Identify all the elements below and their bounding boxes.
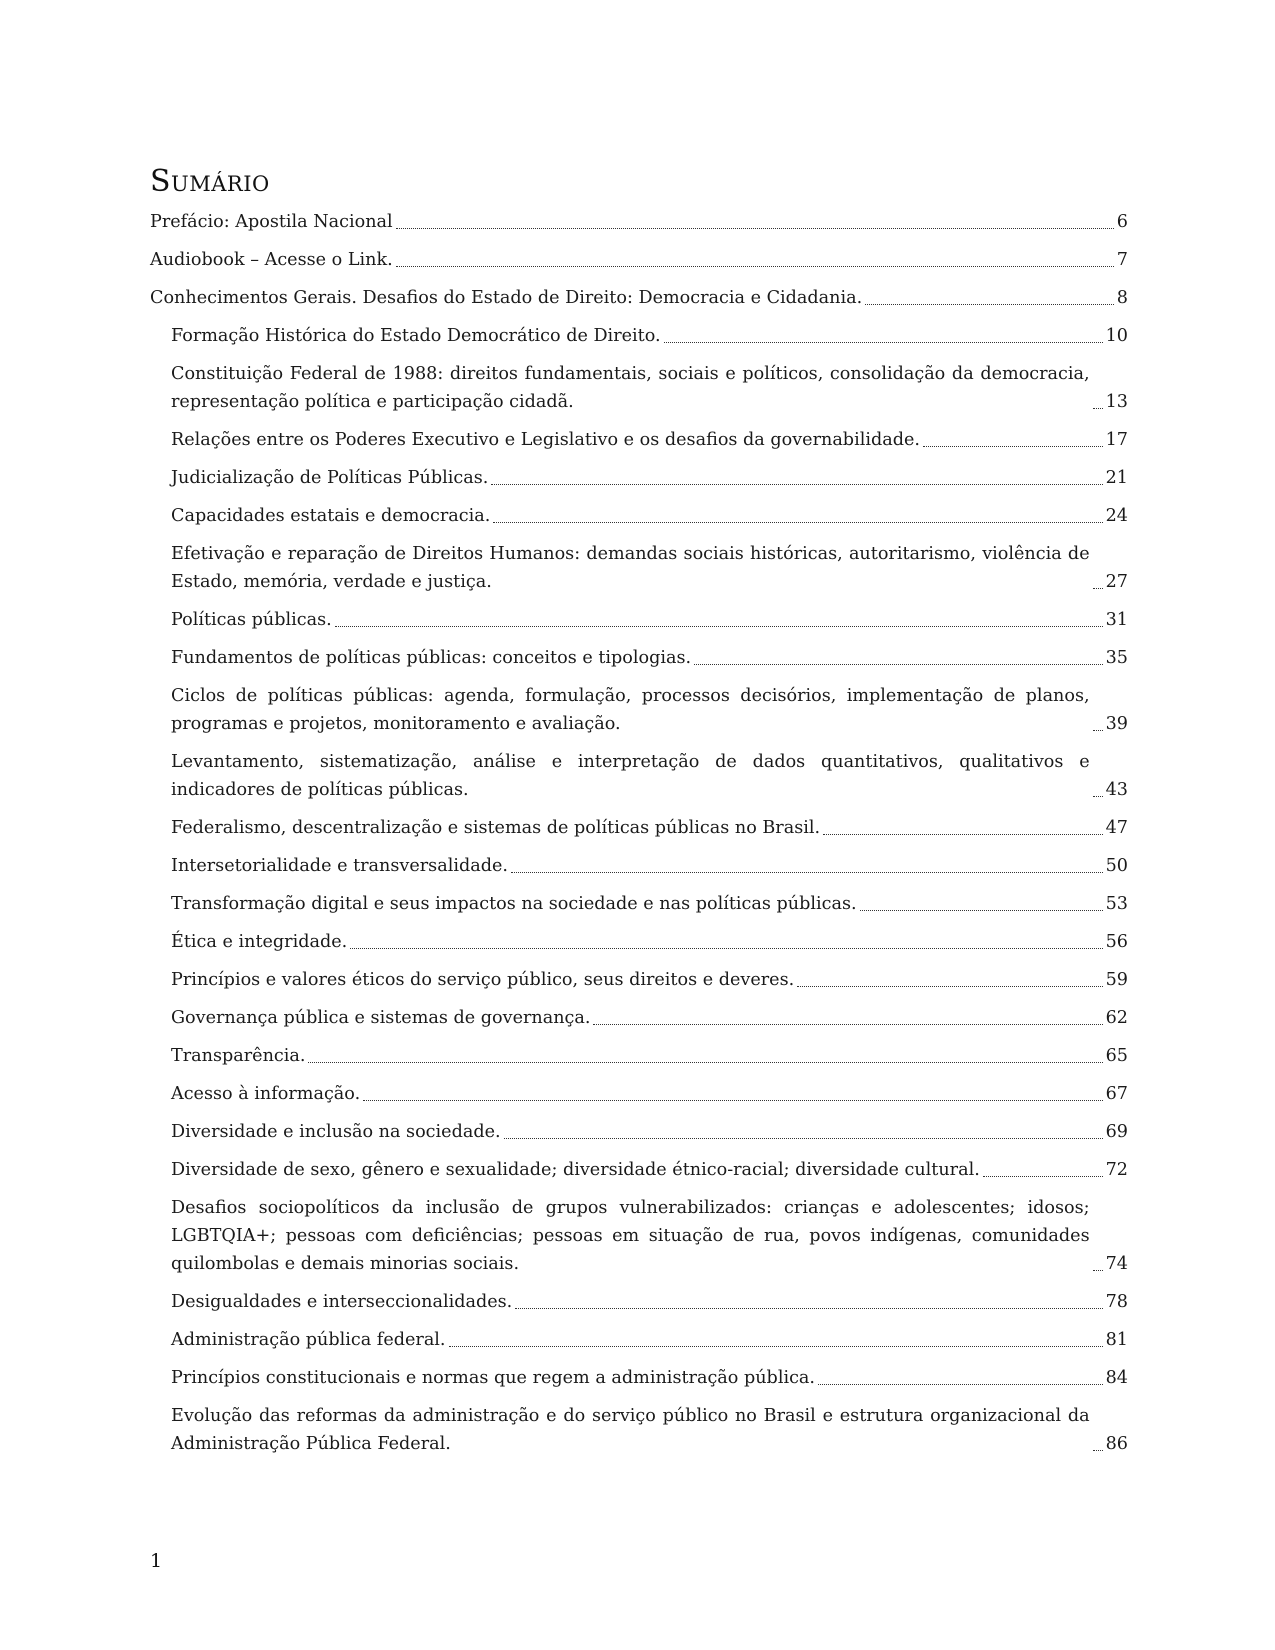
toc-entry-page-number[interactable]: 6 xyxy=(1116,212,1128,232)
toc-entry-page-number[interactable]: 50 xyxy=(1105,856,1128,876)
toc-entry[interactable] xyxy=(150,1156,1128,1184)
toc-entry-title[interactable]: Audiobook – Acesse o Link. xyxy=(150,250,393,270)
toc-entry[interactable] xyxy=(150,606,1128,634)
toc-entry[interactable] xyxy=(150,540,1128,596)
toc-entry-title[interactable]: Acesso à informação. xyxy=(171,1084,361,1104)
dot-leader xyxy=(491,484,1102,485)
toc-entry-page-number[interactable]: 17 xyxy=(1105,430,1128,450)
dot-leader xyxy=(593,1024,1102,1025)
toc-entry-page-number[interactable]: 35 xyxy=(1105,648,1128,668)
toc-entry-title[interactable]: Administração pública federal. xyxy=(171,1330,446,1350)
dot-leader xyxy=(350,948,1102,949)
toc-entry[interactable] xyxy=(150,966,1128,994)
page-number: 1 xyxy=(150,1550,163,1572)
dot-leader xyxy=(515,1308,1102,1309)
toc-entry-page-number[interactable]: 47 xyxy=(1105,818,1128,838)
toc-entry[interactable] xyxy=(150,928,1128,956)
toc-entry[interactable] xyxy=(150,502,1128,530)
toc-entry-title[interactable]: Judicialização de Políticas Públicas. xyxy=(171,468,489,488)
toc-entry[interactable] xyxy=(150,890,1128,918)
dot-leader xyxy=(983,1176,1103,1177)
toc-entry-title[interactable]: Federalismo, descentralização e sistemas de políticas públicas no Brasil. xyxy=(171,818,821,838)
toc-entry-page-number[interactable]: 84 xyxy=(1105,1368,1128,1388)
toc-entry-title[interactable]: Fundamentos de políticas públicas: conceitos e tipologias. xyxy=(171,648,692,668)
toc-entry-title[interactable]: Evolução das reformas da administração e do serviço público no Brasil e estrutura organizacional da Administração Pública Federal. xyxy=(171,1406,1090,1454)
dot-leader xyxy=(1093,1270,1103,1271)
toc-entry-title[interactable]: Diversidade e inclusão na sociedade. xyxy=(171,1122,501,1142)
toc-entry[interactable] xyxy=(150,1326,1128,1354)
dot-leader xyxy=(363,1100,1102,1101)
toc-entry-page-number[interactable]: 69 xyxy=(1105,1122,1128,1142)
toc-entry-page-number[interactable]: 31 xyxy=(1105,610,1128,630)
toc-entry[interactable] xyxy=(150,284,1128,312)
dot-leader xyxy=(818,1384,1103,1385)
toc-entry-page-number[interactable]: 81 xyxy=(1105,1330,1128,1350)
toc-entry-title[interactable]: Desafios sociopolíticos da inclusão de grupos vulnerabilizados: crianças e adolescentes; idosos; LGBTQIA+; pessoas com deficiências; pessoas em situação de rua, povos indígenas, comunidades quilombolas e demais minorias sociais. xyxy=(171,1198,1090,1274)
toc-entry[interactable] xyxy=(150,208,1128,236)
toc-entry-title[interactable]: Princípios constitucionais e normas que regem a administração pública. xyxy=(171,1368,816,1388)
toc-entry-page-number[interactable]: 27 xyxy=(1105,572,1128,592)
toc-entry-title[interactable]: Conhecimentos Gerais. Desafios do Estado de Direito: Democracia e Cidadania. xyxy=(150,288,863,308)
toc-entry[interactable] xyxy=(150,1288,1128,1316)
toc-entry-page-number[interactable]: 74 xyxy=(1105,1254,1128,1274)
toc-entry[interactable] xyxy=(150,322,1128,350)
toc-entry[interactable] xyxy=(150,644,1128,672)
toc-entry[interactable] xyxy=(150,464,1128,492)
toc-entry[interactable] xyxy=(150,1004,1128,1032)
toc-entry-title[interactable]: Formação Histórica do Estado Democrático de Direito. xyxy=(171,326,661,346)
toc-entry-page-number[interactable]: 62 xyxy=(1105,1008,1128,1028)
dot-leader xyxy=(1093,1450,1103,1451)
toc-entry-page-number[interactable]: 59 xyxy=(1105,970,1128,990)
dot-leader xyxy=(823,834,1103,835)
toc-entry[interactable] xyxy=(150,1402,1128,1458)
toc-entry-title[interactable]: Transparência. xyxy=(171,1046,306,1066)
toc-entry-page-number[interactable]: 7 xyxy=(1116,250,1128,270)
toc-entry[interactable] xyxy=(150,748,1128,804)
table-of-contents xyxy=(150,208,1128,1468)
toc-entry-title[interactable]: Levantamento, sistematização, análise e interpretação de dados quantitativos, qualitativos e indicadores de políticas públicas. xyxy=(171,752,1090,800)
toc-entry-title[interactable]: Ética e integridade. xyxy=(171,932,348,952)
toc-entry[interactable] xyxy=(150,246,1128,274)
dot-leader xyxy=(504,1138,1103,1139)
toc-entry-title[interactable]: Relações entre os Poderes Executivo e Legislativo e os desafios da governabilidade. xyxy=(171,430,920,450)
toc-entry[interactable] xyxy=(150,852,1128,880)
toc-entry[interactable] xyxy=(150,1080,1128,1108)
dot-leader xyxy=(1093,730,1103,731)
toc-entry[interactable] xyxy=(150,1042,1128,1070)
dot-leader xyxy=(1093,588,1103,589)
dot-leader xyxy=(1093,408,1103,409)
dot-leader xyxy=(396,266,1114,267)
dot-leader xyxy=(1093,796,1103,797)
toc-entry-title[interactable]: Desigualdades e interseccionalidades. xyxy=(171,1292,513,1312)
toc-entry-page-number[interactable]: 67 xyxy=(1105,1084,1128,1104)
toc-entry-page-number[interactable]: 53 xyxy=(1105,894,1128,914)
toc-entry[interactable] xyxy=(150,360,1128,416)
toc-entry-title[interactable]: Princípios e valores éticos do serviço público, seus direitos e deveres. xyxy=(171,970,795,990)
toc-entry-title[interactable]: Capacidades estatais e democracia. xyxy=(171,506,491,526)
toc-entry-page-number[interactable]: 56 xyxy=(1105,932,1128,952)
toc-entry-page-number[interactable]: 72 xyxy=(1105,1160,1128,1180)
toc-entry[interactable] xyxy=(150,1118,1128,1146)
toc-entry-page-number[interactable]: 43 xyxy=(1105,780,1128,800)
toc-entry-page-number[interactable]: 78 xyxy=(1105,1292,1128,1312)
toc-entry-page-number[interactable]: 8 xyxy=(1116,288,1128,308)
toc-entry-title[interactable]: Governança pública e sistemas de governança. xyxy=(171,1008,591,1028)
toc-entry-page-number[interactable]: 39 xyxy=(1105,714,1128,734)
toc-entry-page-number[interactable]: 65 xyxy=(1105,1046,1128,1066)
toc-entry-title[interactable]: Políticas públicas. xyxy=(171,610,332,630)
dot-leader xyxy=(449,1346,1103,1347)
toc-entry-title[interactable]: Transformação digital e seus impactos na sociedade e nas políticas públicas. xyxy=(171,894,857,914)
dot-leader xyxy=(308,1062,1102,1063)
toc-entry-page-number[interactable]: 21 xyxy=(1105,468,1128,488)
dot-leader xyxy=(860,910,1103,911)
toc-entry[interactable] xyxy=(150,1194,1128,1278)
dot-leader xyxy=(694,664,1103,665)
toc-entry-page-number[interactable]: 24 xyxy=(1105,506,1128,526)
dot-leader xyxy=(511,872,1103,873)
toc-entry-title[interactable]: Diversidade de sexo, gênero e sexualidade; diversidade étnico-racial; diversidade cultural. xyxy=(171,1160,980,1180)
dot-leader xyxy=(664,342,1103,343)
toc-entry-title[interactable]: Intersetorialidade e transversalidade. xyxy=(171,856,508,876)
toc-entry[interactable] xyxy=(150,682,1128,738)
toc-entry-page-number[interactable]: 10 xyxy=(1105,326,1128,346)
toc-entry[interactable] xyxy=(150,426,1128,454)
dot-leader xyxy=(396,228,1114,229)
dot-leader xyxy=(923,446,1103,447)
dot-leader xyxy=(493,522,1102,523)
dot-leader xyxy=(865,304,1114,305)
page-title: Sumário xyxy=(150,164,270,199)
dot-leader xyxy=(797,986,1102,987)
dot-leader xyxy=(335,626,1103,627)
toc-entry-title[interactable]: Efetivação e reparação de Direitos Humanos: demandas sociais históricas, autoritarismo, violência de Estado, memória, verdade e justiça. xyxy=(171,544,1090,592)
toc-entry-title[interactable]: Prefácio: Apostila Nacional xyxy=(150,212,393,232)
toc-entry-page-number[interactable]: 13 xyxy=(1105,392,1128,412)
toc-entry-title[interactable]: Ciclos de políticas públicas: agenda, formulação, processos decisórios, implementação de planos, programas e projetos, monitoramento e avaliação. xyxy=(171,686,1090,734)
toc-entry-page-number[interactable]: 86 xyxy=(1105,1434,1128,1454)
toc-entry[interactable] xyxy=(150,814,1128,842)
toc-entry[interactable] xyxy=(150,1364,1128,1392)
toc-entry-title[interactable]: Constituição Federal de 1988: direitos fundamentais, sociais e políticos, consolidação da democracia, representação política e participação cidadã. xyxy=(171,364,1090,412)
